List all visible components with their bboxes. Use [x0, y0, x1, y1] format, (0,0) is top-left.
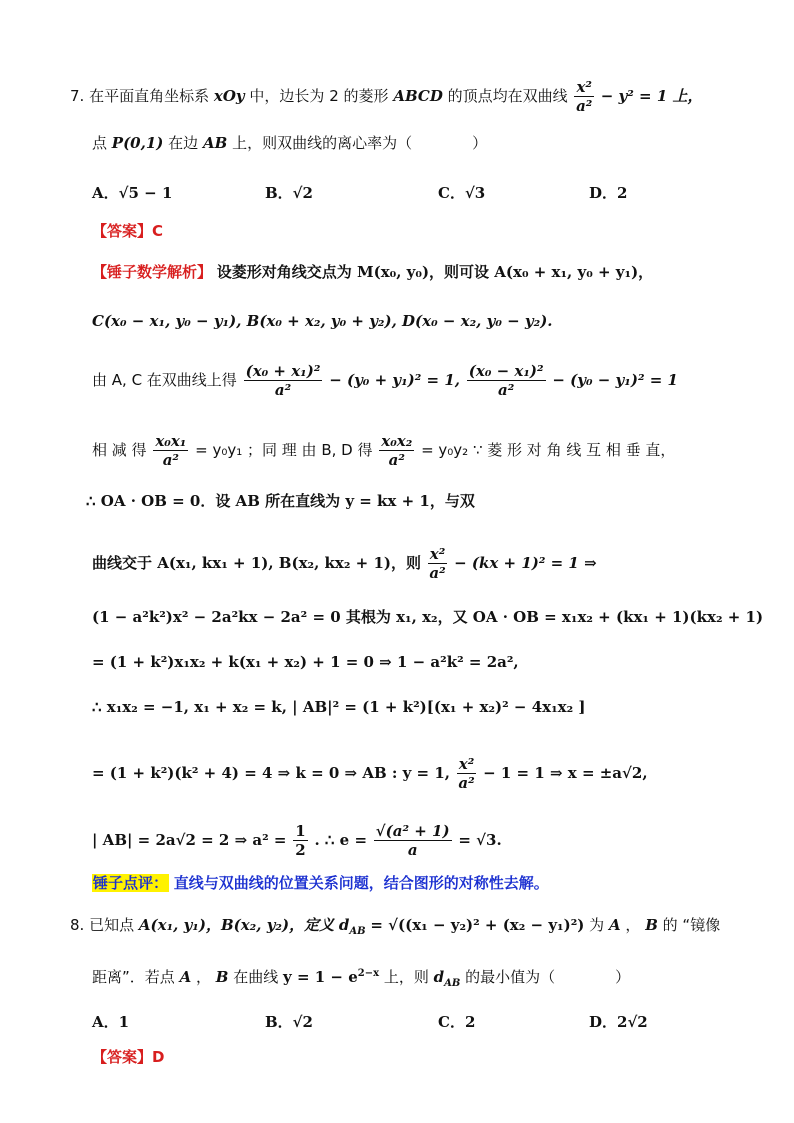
comment-label: 锤子点评：: [93, 874, 169, 892]
q8-line1: 8. 已知点 A(x₁, y₁)，B(x₂, y₂)，定义 $d_{AB} = √((x_1 - y_2)^2 + (x_2 - y_1)^2)$ 为 A ， B 的 “镜像: [70, 916, 721, 937]
q7-answer: 【答案】C: [92, 222, 164, 240]
q7-solution-l1: 【锤子数学解析】 设菱形对角线交点为 M(x₀, y₀)，则可设 A(x₀ + x₁, y₀ + y₁)，: [92, 263, 654, 281]
q7-solution-l2: C(x₀ − x₁, y₀ − y₁), B(x₀ + x₂, y₀ + y₂), D(x₀ − x₂, y₀ − y₂).: [92, 312, 553, 330]
comment-text: 直线与双曲线的位置关系问题，结合图形的对称性去解。: [173, 874, 549, 892]
q7-solution-l4: 相 减 得 $\frac{\text{x₀x₁}}{\text{a²}}$ = y₀y₁ ；同 理 由 B, D 得 $\frac{\text{x₀x₂}}{\text{a²}}$ = y₀y₂ ∵ 菱 形 对 角 线 互 相 垂 直，: [92, 432, 676, 469]
q8-options: [92, 1011, 754, 1033]
q7-solution-l11: | AB| = 2a√2 = 2 ⇒ a² = $\frac{1}{2}$ . ∴ e = $\frac{\text{√(a² + 1)}}{a}$ = √3.: [92, 822, 502, 859]
q7-solution-l3: 由 A, C 在双曲线上得 $\frac{\text{(x₀ + x₁)²}}{\text{a²}}$ − (y₀ + y₁)² = 1, $\frac{\text{(x₀ − x₁)²}}{\text{a²}}$ − (y₀ − y₁)² = 1: [92, 362, 678, 399]
q8-answer: 【答案】D: [92, 1048, 165, 1066]
q7-solution-l10: = (1 + k²)(k² + 4) = 4 ⇒ k = 0 ⇒ AB : y = 1, $\frac{\text{x²}}{\text{a²}}$ − 1 = 1 ⇒ x = ±a√2,: [92, 755, 648, 792]
fraction: $\frac{\text{(x₀ − x₁)²}}{\text{a²}}$: [468, 362, 544, 399]
option-d: D．2√2: [589, 1013, 648, 1031]
option-a: A．1: [92, 1013, 130, 1031]
q7-line2: 点 P(0,1) 在边 AB 上，则双曲线的离心率为（ ）: [92, 134, 488, 152]
q7-solution-l8: = (1 + k²)x₁x₂ + k(x₁ + x₂) + 1 = 0 ⇒ 1 − a²k² = 2a²,: [92, 653, 519, 671]
fraction: $\frac{\text{√(a² + 1)}}{a}$: [375, 822, 450, 859]
option-d: D．2: [589, 184, 628, 202]
fraction: $\frac{\text{x²}}{\text{a²}}$: [576, 78, 593, 115]
q7-line1: 7. 在平面直角坐标系 xOy 中，边长为 2 的菱形 ABCD 的顶点均在双曲线 $\frac{\text{x²}}{\text{a²}}$ − y² = 1 上，: [70, 78, 703, 115]
q7-options: [92, 182, 754, 204]
fraction: $\frac{\text{x₀x₂}}{\text{a²}}$: [381, 432, 413, 469]
option-a: A．√5 − 1: [92, 184, 173, 202]
fraction: $\frac{\text{(x₀ + x₁)²}}{\text{a²}}$: [245, 362, 321, 399]
q7-solution-l5: ∴ OA · OB = 0．设 AB 所在直线为 y = kx + 1，与双: [86, 492, 475, 510]
fraction: $\frac{\text{x²}}{\text{a²}}$: [429, 545, 446, 582]
q8-line2: 距离”．若点 A ， B 在曲线 $y = 1 - e^{2-x}$ 上，则 $d_{AB}$ 的最小值为（ ）: [92, 968, 631, 989]
q7-number: 7.: [70, 87, 85, 105]
option-b: B．√2: [265, 1013, 313, 1031]
q7-solution-l6: 曲线交于 A(x₁, kx₁ + 1), B(x₂, kx₂ + 1)，则 $\frac{\text{x²}}{\text{a²}}$ − (kx + 1)² = 1 ⇒: [92, 545, 597, 582]
solution-label: 【锤子数学解析】: [92, 263, 213, 281]
option-c: C．√3: [438, 184, 486, 202]
fraction: $\frac{\text{x²}}{\text{a²}}$: [458, 755, 475, 792]
fraction: $\frac{1}{2}$: [295, 822, 306, 859]
option-b: B．√2: [265, 184, 313, 202]
q7-solution-l9: ∴ x₁x₂ = −1, x₁ + x₂ = k, | AB|² = (1 + k²)[(x₁ + x₂)² − 4x₁x₂ ]: [92, 698, 586, 716]
q8-number: 8.: [70, 916, 85, 934]
q7-solution-l7: (1 − a²k²)x² − 2a²kx − 2a² = 0 其根为 x₁, x₂，又 OA · OB = x₁x₂ + (kx₁ + 1)(kx₂ + 1): [92, 608, 764, 626]
option-c: C．2: [438, 1013, 476, 1031]
q7-comment: [92, 872, 754, 894]
fraction: $\frac{\text{x₀x₁}}{\text{a²}}$: [155, 432, 187, 469]
